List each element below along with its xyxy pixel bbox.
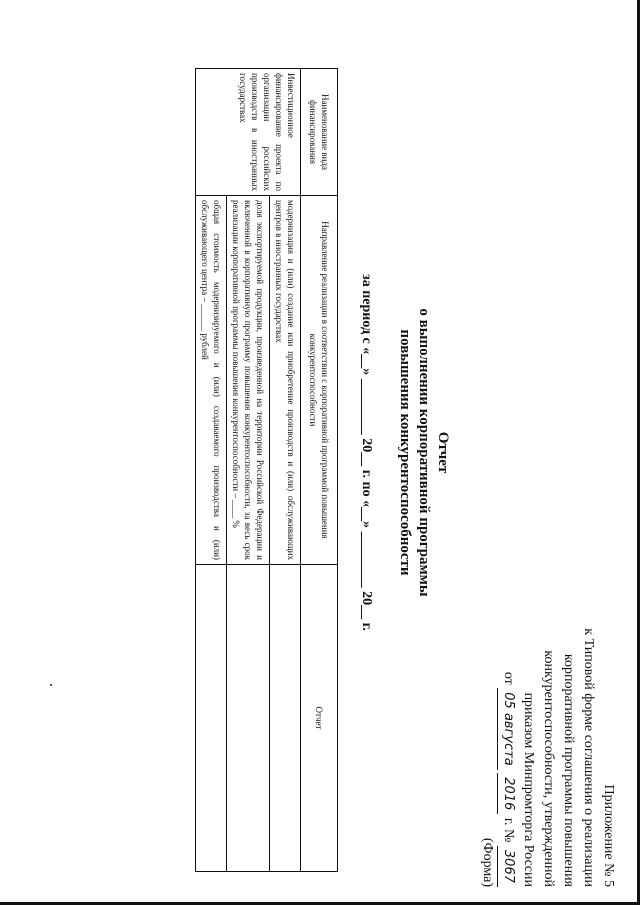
report-cell[interactable] <box>227 565 270 872</box>
handwritten-year: 2016 <box>497 773 518 814</box>
report-cell[interactable] <box>270 565 301 872</box>
appendix-line-3: корпоративной программы повышения <box>561 653 576 887</box>
title-line-1: Отчет <box>435 431 451 474</box>
financing-type-cell: Инвестиционное финансирование проекта по организации российских производств в иностранных государствах <box>196 69 301 196</box>
title-line-2: о выполнении корпоративной программы <box>416 308 432 597</box>
appendix-line-4: конкурентоспособности, утвержденной <box>541 650 556 887</box>
report-title <box>395 0 452 905</box>
header-direction: Направление реализации в соответствии с корпоративной программой повышения конкурентоспособности <box>301 196 338 565</box>
report-table <box>195 68 338 872</box>
date-prefix: от <box>501 671 516 685</box>
header-financing-type: Наименование вида финансирования <box>301 69 338 196</box>
form-label: (Форма) <box>480 837 495 887</box>
appendix-date-line <box>497 527 518 887</box>
table-row <box>270 69 301 872</box>
table-header-row <box>301 69 338 872</box>
appendix-line-5: приказом Минпромторга России <box>521 692 536 887</box>
direction-cell: модернизация и (или) создание или приобретение производств и (или) обслуживающих центров в иностранных государствах <box>270 196 301 565</box>
header-report: Отчет <box>301 565 338 872</box>
appendix-number: Приложение № 5 <box>601 784 616 887</box>
handwritten-order-number: 3067 <box>497 846 518 887</box>
appendix-line-2: к Типовой форме соглашения о реализации <box>581 628 596 887</box>
year-suffix: г. № <box>501 817 516 843</box>
direction-cell: доля экспортируемой продукции, произведенной на территории Российской Федерации и включенной в корпоративную программу повышения конкурентоспособности, за весь срок реализации корпоративной программы повышения конкурентоспособности – ____ % <box>227 196 270 565</box>
title-line-3: повышения конкурентоспособности <box>397 329 413 576</box>
handwritten-date: 05 августа <box>497 688 518 770</box>
direction-cell: общая стоимость модернизируемого и (или) создаваемого производства и (или) обслуживающего центра – ______ рублей <box>196 196 227 565</box>
appendix-header <box>477 527 618 887</box>
report-cell[interactable] <box>196 565 227 872</box>
report-period: за период с «__» ________ 20__ г. по «__» ________ 20__ г. <box>359 274 374 631</box>
